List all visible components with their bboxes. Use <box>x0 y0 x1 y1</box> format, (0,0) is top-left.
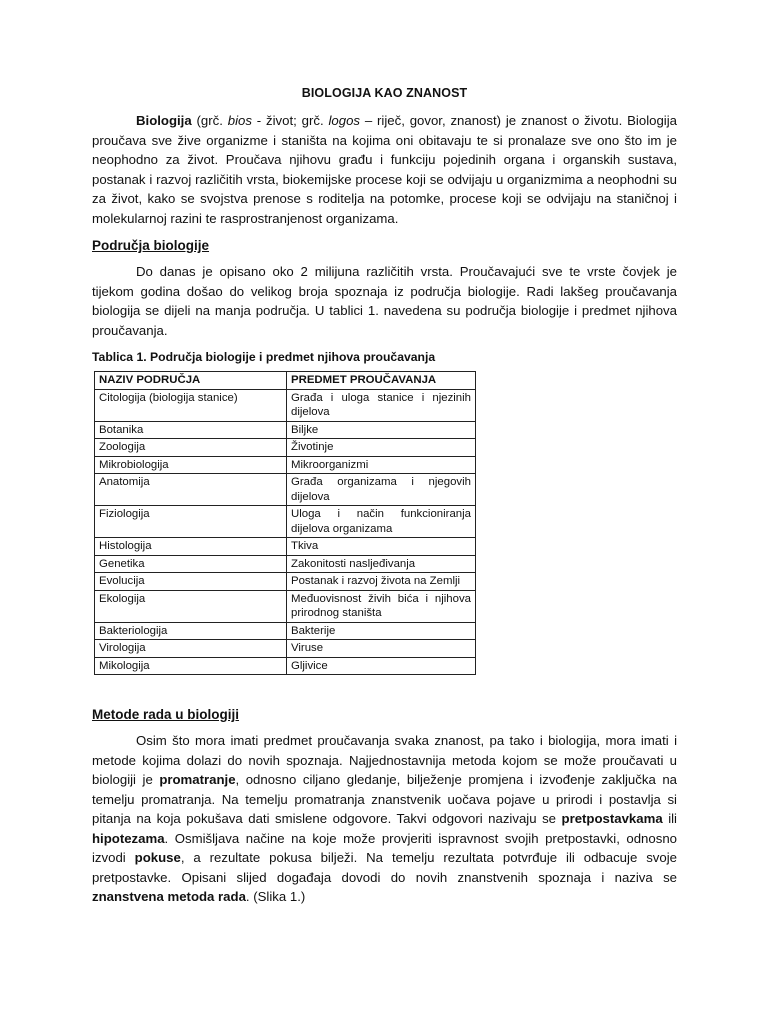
subject-cell: Građa i uloga stanice i njezinih dijelova <box>287 389 476 421</box>
table-row <box>95 538 476 556</box>
table-row <box>95 421 476 439</box>
subject-cell: Građa organizama i njegovih dijelova <box>287 474 476 506</box>
table-row <box>95 590 476 622</box>
subject-cell: Postanak i razvoj života na Zemlji <box>287 573 476 591</box>
term-promatranje: promatranje <box>159 772 236 787</box>
subject-cell: Gljivice <box>287 657 476 675</box>
area-cell: Virologija <box>95 640 287 658</box>
header-subject: PREDMET PROUČAVANJA <box>287 372 476 390</box>
section2-text-6: . (Slika 1.) <box>245 889 306 904</box>
area-cell: Citologija (biologija stanice) <box>95 389 287 421</box>
subject-cell: Uloga i način funkcioniranja dijelova organizama <box>287 506 476 538</box>
subject-cell: Viruse <box>287 640 476 658</box>
table-row <box>95 506 476 538</box>
section2-text-1: Osim što mora imati predmet proučavanja svaka znanost, pa tako i biologija, mora imati i metode kojima dolazi do novih spoznaja. Najjednostavnija metoda kojom se može proučavati u biologiji je <box>92 733 677 787</box>
area-cell: Bakteriologija <box>95 622 287 640</box>
term-pretpostavkama: pretpostavkama <box>561 811 663 826</box>
header-area-name: NAZIV PODRUČJA <box>95 372 287 390</box>
table-row <box>95 456 476 474</box>
table-caption: Tablica 1. Područja biologije i predmet njihova proučavanja <box>92 350 436 364</box>
area-cell: Botanika <box>95 421 287 439</box>
term-znanstvena-metoda: znanstvena metoda rada <box>92 889 246 904</box>
section2-text-4: . Osmišljava načine na koje može provjeriti ispravnost svojih pretpostavki, odnosno izvodi <box>92 830 677 865</box>
area-cell: Mikrobiologija <box>95 456 287 474</box>
term-pokuse: pokuse <box>134 850 181 865</box>
subject-cell: Tkiva <box>287 538 476 556</box>
intro-word-bios: bios <box>227 113 252 128</box>
area-cell: Ekologija <box>95 590 287 622</box>
intro-word-logos: logos <box>328 113 360 128</box>
document-title: BIOLOGIJA KAO ZNANOST <box>301 86 468 100</box>
section1-heading: Područja biologije <box>92 238 210 253</box>
area-cell: Zoologija <box>95 439 287 457</box>
section2-text-2: , odnosno ciljano gledanje, bilježenje promjena i izvođenje zaključka na temelju promatranja. Na temelju promatranja znanstvenik uočava pojave u prirodi i postavlja si pitanja na koja pokušava dati smislene odgovore. Takvi odgovori nazivaju se <box>92 772 677 826</box>
subject-cell: Životinje <box>287 439 476 457</box>
area-cell: Fiziologija <box>95 506 287 538</box>
table-row <box>95 640 476 658</box>
intro-paragraph <box>92 111 677 228</box>
subject-cell: Biljke <box>287 421 476 439</box>
area-cell: Genetika <box>95 555 287 573</box>
section2-paragraph <box>92 731 677 907</box>
table-header-row <box>95 372 476 390</box>
document-page <box>92 86 677 907</box>
area-cell: Mikologija <box>95 657 287 675</box>
intro-term: Biologija <box>136 113 192 128</box>
table-row <box>95 573 476 591</box>
section1-paragraph: Do danas je opisano oko 2 milijuna različitih vrsta. Proučavajući sve te vrste čovjek je tijekom godina došao do velikog broja spoznaja iz područja biologije. Radi lakšeg proučavanja biologija se dijeli na manja područja. U tablici 1. navedena su područja biologije i predmet njihova proučavanja. <box>92 264 677 338</box>
term-hipotezama: hipotezama <box>92 830 165 846</box>
section2-text-5: , a rezultate pokusa bilježi. Na temelju rezultata potvrđuje ili odbacuje svoje pretpostavke. Opisani slijed događaja dovodi do novih znanstvenih spoznaja i naziva se <box>92 850 677 885</box>
table-row <box>95 555 476 573</box>
area-cell: Histologija <box>95 538 287 556</box>
area-cell: Anatomija <box>95 474 287 506</box>
biology-areas-table <box>94 371 476 675</box>
table-row <box>95 389 476 421</box>
table-row <box>95 474 476 506</box>
subject-cell: Međuovisnost živih bića i njihova prirodnog staništa <box>287 590 476 622</box>
intro-text-3: – riječ, govor, znanost) je znanost o životu. Biologija proučava sve žive organizme i staništa na kojima oni obitavaju te si pronalaze sve ono što im je neophodno za život. Proučava njihovu građu i funkciju pojedinih organa i organskih sustava, postanak i razvoj različitih vrsta, biokemijske procese koji se odvijaju u organizmima a neophodni su za život, kako se svojstva prenose s roditelja na potomke, procese koji se odvijaju na staničnoj i molekularnoj razini te rasprostranjenost organizama. <box>92 113 677 226</box>
intro-text-2: - život; grč. <box>251 113 329 128</box>
intro-text-1: (grč. <box>191 113 228 128</box>
subject-cell: Zakonitosti nasljeđivanja <box>287 555 476 573</box>
subject-cell: Mikroorganizmi <box>287 456 476 474</box>
subject-cell: Bakterije <box>287 622 476 640</box>
table-row <box>95 622 476 640</box>
table-row <box>95 439 476 457</box>
section2-heading: Metode rada u biologiji <box>92 707 240 722</box>
section2-text-3: ili <box>662 811 677 826</box>
table-row <box>95 657 476 675</box>
area-cell: Evolucija <box>95 573 287 591</box>
